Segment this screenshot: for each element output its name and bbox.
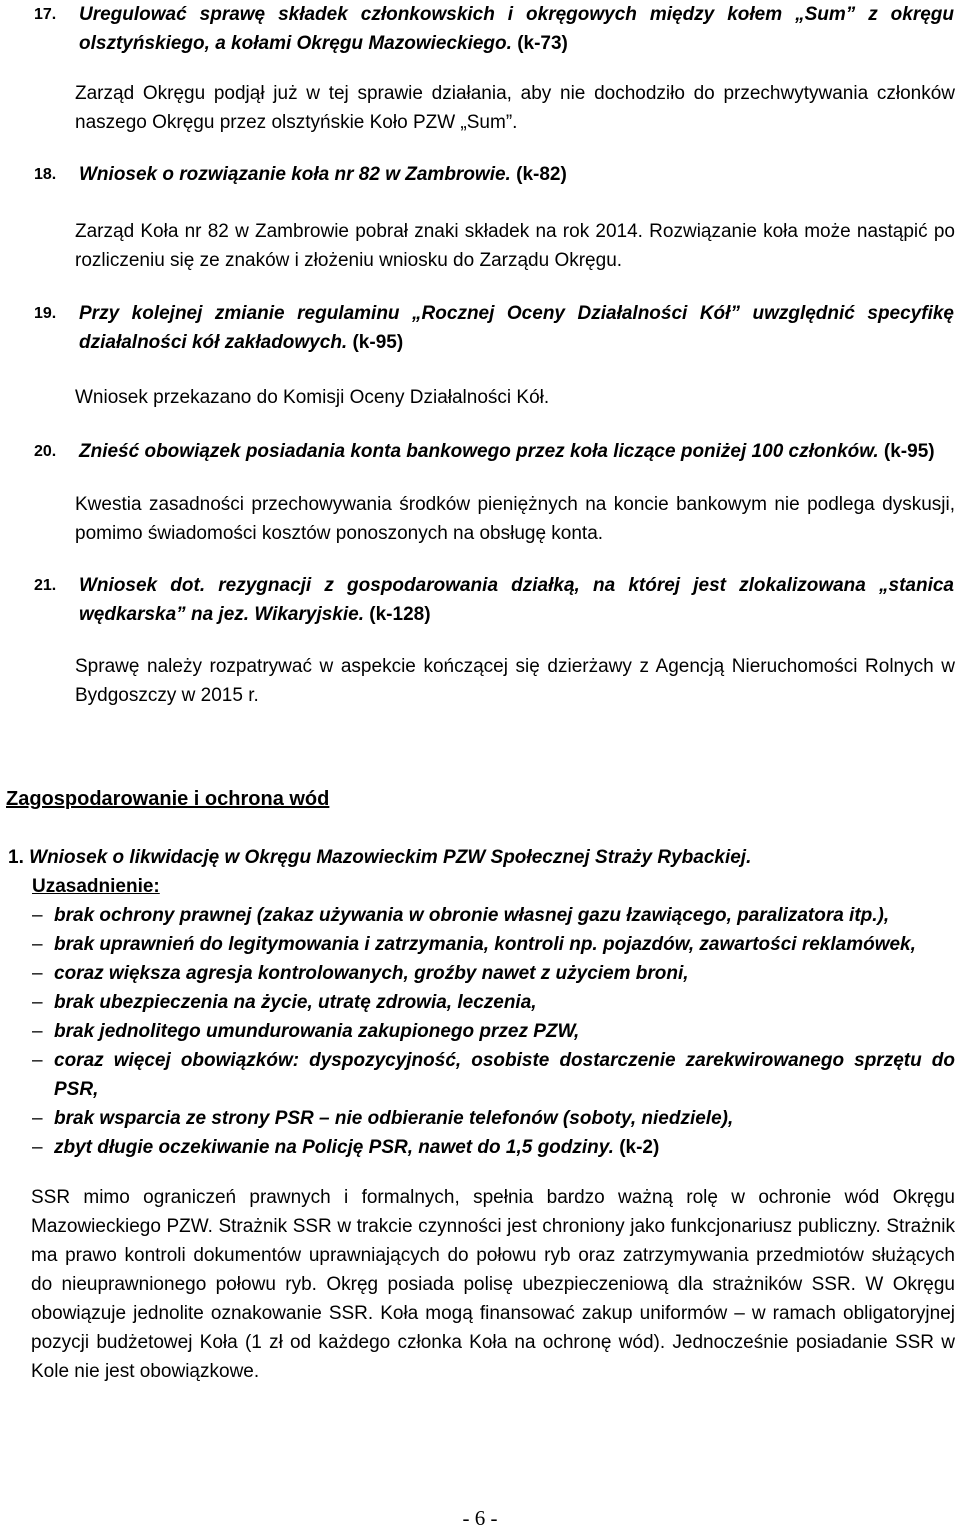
list-item: – brak jednolitego umundurowania zakupionego przez PZW, — [32, 1017, 955, 1046]
dash-icon: – — [32, 1137, 43, 1158]
list-item: – brak ubezpieczenia na życie, utratę zdrowia, leczenia, — [32, 988, 955, 1017]
list-item: – zbyt długie oczekiwanie na Policję PSR, nawet do 1,5 godziny. (k-2) — [32, 1133, 955, 1162]
justification-label: Uzasadnienie: — [32, 876, 160, 897]
list-item: – coraz większa agresja kontrolowanych, groźby nawet z użyciem broni, — [32, 959, 955, 988]
dash-icon: – — [32, 905, 43, 926]
question-text: Wniosek o rozwiązanie koła nr 82 w Zambrowie. — [79, 164, 511, 185]
question-text: Przy kolejnej zmianie regulaminu „Rocznej Oceny Działalności Kół” uwzględnić specyfikę działalności kół zakładowych. — [79, 303, 954, 353]
question-ref: (k-73) — [517, 33, 568, 54]
section-answer: SSR mimo ograniczeń prawnych i formalnych, spełnia bardzo ważną rolę w ochronie wód Okręgu Mazowieckiego PZW. Strażnik SSR w trakcie czynności jest chroniony jako funkcjonariusz publiczny. Strażnik ma prawo kontroli dokumentów uprawniających do połowu ryb oraz zatrzymywania przedmiotów służących do nieuprawnionego połowu ryb. Okręg posiada polisę ubezpieczeniową dla strażników SSR. W Okręgu obowiązuje jednolite oznakowanie SSR. Koła mogą finansować zakup uniformów – w ramach obligatoryjnej pozycji budżetowej Koła (1 zł od każdego członka Koła na ochronę wód). Jednocześnie posiadanie SSR w Kole nie jest obowiązkowe. — [31, 1187, 955, 1382]
item-number: 1. — [8, 847, 24, 868]
item-number: 17. — [34, 6, 57, 23]
item-20-question — [34, 437, 954, 466]
item-number: 19. — [34, 305, 57, 322]
list-item-ref: (k-2) — [619, 1137, 660, 1158]
item-number: 21. — [34, 577, 57, 594]
dash-icon: – — [32, 963, 43, 984]
item-21-answer: Sprawę należy rozpatrywać w aspekcie kończącej się dzierżawy z Agencją Nieruchomości Rolnych w Bydgoszczy w 2015 r. — [75, 656, 955, 706]
item-21-question — [34, 571, 954, 629]
dash-icon: – — [32, 1021, 43, 1042]
list-item: – brak wsparcia ze strony PSR – nie odbieranie telefonów (soboty, niedziele), — [32, 1104, 955, 1133]
list-item: – coraz więcej obowiązków: dyspozycyjność, osobiste dostarczenie zarekwirowanego sprzętu do PSR, — [32, 1046, 955, 1104]
page-number: - 6 - — [462, 1506, 498, 1530]
section-heading: Zagospodarowanie i ochrona wód — [6, 788, 330, 810]
item-19-answer: Wniosek przekazano do Komisji Oceny Działalności Kół. — [75, 387, 550, 408]
dash-icon: – — [32, 1108, 43, 1129]
item-number: 18. — [34, 166, 57, 183]
dash-icon: – — [32, 1050, 43, 1071]
item-17-question — [34, 0, 954, 58]
list-item: – brak ochrony prawnej (zakaz używania w obronie własnej gazu łzawiącego, paralizatora itp.), — [32, 901, 955, 930]
justification-list — [32, 901, 955, 1162]
item-18-question — [34, 160, 954, 189]
question-ref: (k-95) — [883, 441, 935, 462]
dash-icon: – — [32, 992, 43, 1013]
item-18-answer: Zarząd Koła nr 82 w Zambrowie pobrał znaki składek na rok 2014. Rozwiązanie koła może nastąpić po rozliczeniu się ze znaków i złożeniu wniosku do Zarządu Okręgu. — [75, 221, 955, 271]
question-ref: (k-95) — [352, 332, 404, 353]
question-ref: (k-128) — [369, 604, 431, 625]
item-number: 20. — [34, 443, 57, 460]
question-text: Uregulować sprawę składek członkowskich i okręgowych między kołem „Sum” z okręgu olsztyńskiego, a kołami Okręgu Mazowieckiego. — [79, 4, 954, 54]
section-item-1 — [8, 843, 948, 872]
item-text: Wniosek o likwidację w Okręgu Mazowieckim PZW Społecznej Straży Rybackiej. — [29, 847, 752, 868]
item-20-answer: Kwestia zasadności przechowywania środków pieniężnych na koncie bankowym nie podlega dyskusji, pomimo świadomości kosztów ponoszonych na obsługę konta. — [75, 494, 955, 544]
question-ref: (k-82) — [516, 164, 567, 185]
question-text: Znieść obowiązek posiadania konta bankowego przez koła liczące poniżej 100 członków. — [79, 441, 879, 462]
item-19-question — [34, 299, 954, 357]
dash-icon: – — [32, 934, 43, 955]
item-17-answer: Zarząd Okręgu podjął już w tej sprawie działania, aby nie dochodziło do przechwytywania członków naszego Okręgu przez olsztyńskie Koło PZW „Sum”. — [75, 83, 955, 133]
list-item: – brak uprawnień do legitymowania i zatrzymania, kontroli np. pojazdów, zawartości reklamówek, — [32, 930, 955, 959]
question-text: Wniosek dot. rezygnacji z gospodarowania działką, na której jest zlokalizowana „stanica wędkarska” na jez. Wikaryjskie. — [79, 575, 954, 625]
